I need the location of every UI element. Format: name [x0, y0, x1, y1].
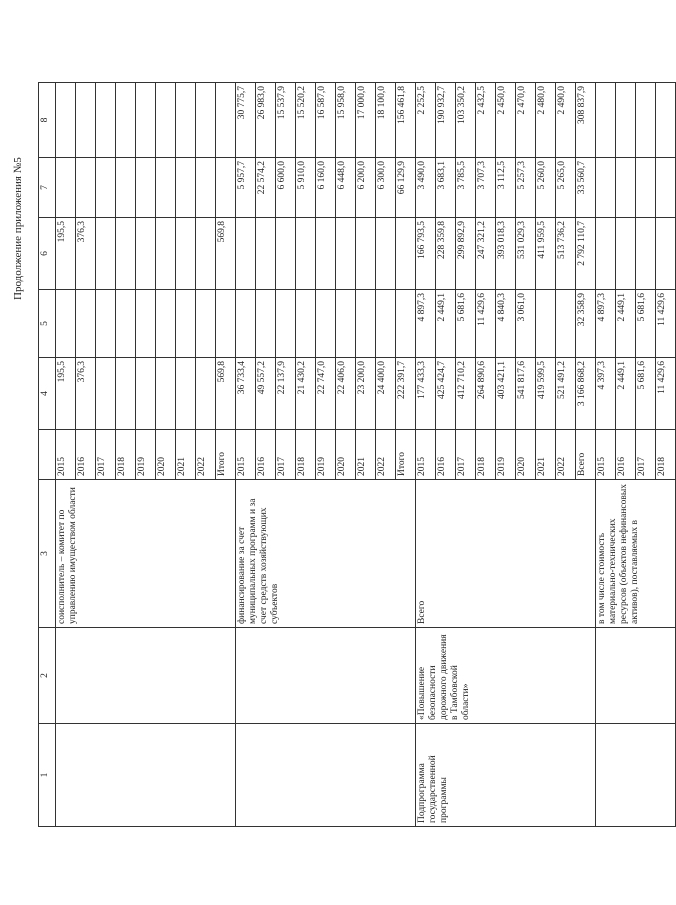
value-cell: 521 491,2	[556, 358, 576, 430]
year-cell: 2021	[536, 430, 556, 480]
value-cell: 3 166 868,2	[576, 358, 596, 430]
value-cell: 177 433,3	[416, 358, 436, 430]
column-number: 2	[39, 628, 56, 724]
value-cell: 2 470,0	[516, 83, 536, 158]
value-cell: 5 265,0	[556, 158, 576, 218]
value-cell: 3 112,5	[496, 158, 516, 218]
column-number: 1	[39, 724, 56, 827]
value-cell	[156, 358, 176, 430]
year-cell: 2015	[56, 430, 76, 480]
value-cell: 16 587,0	[316, 83, 336, 158]
value-cell: 166 793,5	[416, 218, 436, 290]
year-cell: 2016	[436, 430, 456, 480]
value-cell	[336, 290, 356, 358]
year-cell: 2017	[636, 430, 656, 480]
value-cell: 264 890,6	[476, 358, 496, 430]
value-cell	[136, 158, 156, 218]
value-cell	[636, 218, 656, 290]
value-cell: 2 449,1	[616, 290, 636, 358]
value-cell	[356, 218, 376, 290]
program-cell: Подпрограмма государственной программы	[416, 724, 596, 827]
value-cell: 3 061,0	[516, 290, 536, 358]
value-cell: 2 480,0	[536, 83, 556, 158]
value-cell: 21 430,2	[296, 358, 316, 430]
value-cell	[656, 218, 676, 290]
value-cell	[296, 290, 316, 358]
year-cell: 2016	[256, 430, 276, 480]
value-cell: 2 450,0	[496, 83, 516, 158]
value-cell: 228 359,8	[436, 218, 456, 290]
value-cell	[176, 158, 196, 218]
value-cell	[536, 290, 556, 358]
value-cell	[196, 158, 216, 218]
value-cell	[616, 83, 636, 158]
value-cell: 5 681,6	[636, 358, 656, 430]
value-cell	[136, 290, 156, 358]
year-cell: 2015	[596, 430, 616, 480]
value-cell	[76, 83, 96, 158]
value-cell	[396, 290, 416, 358]
value-cell	[316, 218, 336, 290]
value-cell: 11 429,6	[476, 290, 496, 358]
year-cell: 2016	[616, 430, 636, 480]
value-cell	[296, 218, 316, 290]
value-cell	[556, 290, 576, 358]
value-cell: 36 733,4	[236, 358, 256, 430]
value-cell	[176, 83, 196, 158]
value-cell	[56, 290, 76, 358]
value-cell	[176, 218, 196, 290]
value-cell	[216, 83, 236, 158]
value-cell: 3 785,5	[456, 158, 476, 218]
value-cell	[116, 290, 136, 358]
value-cell	[596, 158, 616, 218]
year-cell: 2019	[136, 430, 156, 480]
value-cell: 412 710,2	[456, 358, 476, 430]
value-cell: 66 129,9	[396, 158, 416, 218]
value-cell: 17 000,0	[356, 83, 376, 158]
funding-source-cell: Всего	[416, 480, 596, 628]
year-cell: Итого	[396, 430, 416, 480]
value-cell: 4 397,3	[596, 358, 616, 430]
value-cell	[136, 358, 156, 430]
value-cell: 3 490,0	[416, 158, 436, 218]
value-cell	[96, 290, 116, 358]
year-cell: 2018	[656, 430, 676, 480]
value-cell: 6 448,0	[336, 158, 356, 218]
value-cell	[76, 290, 96, 358]
value-cell	[176, 358, 196, 430]
subprogram-name-cell	[596, 628, 676, 724]
program-cell	[596, 724, 676, 827]
value-cell	[156, 218, 176, 290]
value-cell	[196, 218, 216, 290]
subprogram-name-cell	[236, 628, 416, 724]
funding-source-cell: финансирование за счет муниципальных программ и за счет средств хозяйствующих субъектов	[236, 480, 416, 628]
value-cell: 22 574,2	[256, 158, 276, 218]
value-cell: 22 137,9	[276, 358, 296, 430]
value-cell: 5 681,6	[456, 290, 476, 358]
value-cell	[376, 290, 396, 358]
value-cell: 5 957,7	[236, 158, 256, 218]
value-cell	[236, 218, 256, 290]
subprogram-name-cell	[56, 628, 236, 724]
subprogram-name-cell: «Повышение безопасности дорожного движения в Тамбовской области»	[416, 628, 596, 724]
value-cell: 419 599,5	[536, 358, 556, 430]
year-cell: 2022	[376, 430, 396, 480]
value-cell	[96, 83, 116, 158]
value-cell: 403 421,1	[496, 358, 516, 430]
value-cell	[336, 218, 356, 290]
value-cell: 4 897,3	[416, 290, 436, 358]
column-number: 5	[39, 290, 56, 358]
value-cell	[596, 218, 616, 290]
value-cell	[96, 158, 116, 218]
value-cell: 4 840,3	[496, 290, 516, 358]
value-cell: 33 560,7	[576, 158, 596, 218]
value-cell: 4 897,3	[596, 290, 616, 358]
value-cell	[376, 218, 396, 290]
budget-table	[38, 82, 676, 827]
value-cell	[176, 290, 196, 358]
value-cell	[656, 158, 676, 218]
value-cell: 103 350,2	[456, 83, 476, 158]
column-number-row	[39, 83, 56, 827]
value-cell: 2 792 110,7	[576, 218, 596, 290]
value-cell: 2 252,5	[416, 83, 436, 158]
year-cell: 2019	[496, 430, 516, 480]
value-cell: 569,8	[216, 358, 236, 430]
value-cell	[236, 290, 256, 358]
value-cell: 11 429,6	[656, 290, 676, 358]
value-cell: 5 260,0	[536, 158, 556, 218]
year-cell: 2022	[556, 430, 576, 480]
column-number: 7	[39, 158, 56, 218]
value-cell	[396, 218, 416, 290]
value-cell: 195,5	[56, 218, 76, 290]
value-cell: 23 200,0	[356, 358, 376, 430]
value-cell: 569,8	[216, 218, 236, 290]
value-cell	[156, 83, 176, 158]
column-number: 6	[39, 218, 56, 290]
year-cell: 2022	[196, 430, 216, 480]
value-cell	[156, 158, 176, 218]
value-cell: 3 707,3	[476, 158, 496, 218]
value-cell: 22 406,0	[336, 358, 356, 430]
column-number: 4	[39, 358, 56, 430]
value-cell	[256, 290, 276, 358]
value-cell	[56, 158, 76, 218]
value-cell: 6 600,0	[276, 158, 296, 218]
table-row	[56, 83, 76, 827]
value-cell	[76, 158, 96, 218]
funding-source-cell: в том числе стоимость материально-технических ресурсов (объектов нефинансовых активов), поставляемых в	[596, 480, 676, 628]
year-cell: 2020	[516, 430, 536, 480]
value-cell: 5 681,6	[636, 290, 656, 358]
value-cell: 376,3	[76, 358, 96, 430]
table-row	[236, 83, 256, 827]
value-cell: 15 520,2	[296, 83, 316, 158]
program-cell	[56, 724, 236, 827]
table-row	[416, 83, 436, 827]
value-cell	[56, 83, 76, 158]
value-cell	[256, 218, 276, 290]
value-cell: 11 429,6	[656, 358, 676, 430]
value-cell: 49 557,2	[256, 358, 276, 430]
value-cell	[96, 358, 116, 430]
value-cell	[216, 158, 236, 218]
value-cell: 308 837,9	[576, 83, 596, 158]
value-cell	[116, 218, 136, 290]
program-cell	[236, 724, 416, 827]
value-cell	[116, 83, 136, 158]
value-cell	[316, 290, 336, 358]
value-cell	[156, 290, 176, 358]
value-cell: 513 736,2	[556, 218, 576, 290]
column-number: 3	[39, 480, 56, 628]
value-cell: 2 449,1	[616, 358, 636, 430]
year-cell: 2018	[116, 430, 136, 480]
value-cell: 15 958,0	[336, 83, 356, 158]
value-cell: 6 160,0	[316, 158, 336, 218]
value-cell: 2 432,5	[476, 83, 496, 158]
value-cell	[616, 158, 636, 218]
value-cell: 2 449,1	[436, 290, 456, 358]
value-cell: 24 400,0	[376, 358, 396, 430]
value-cell: 5 910,0	[296, 158, 316, 218]
year-cell: 2016	[76, 430, 96, 480]
value-cell: 32 358,9	[576, 290, 596, 358]
value-cell: 376,3	[76, 218, 96, 290]
value-cell: 6 300,0	[376, 158, 396, 218]
value-cell	[196, 290, 216, 358]
value-cell	[136, 218, 156, 290]
value-cell: 247 321,2	[476, 218, 496, 290]
year-cell: 2021	[356, 430, 376, 480]
year-cell: 2020	[336, 430, 356, 480]
value-cell: 15 537,9	[276, 83, 296, 158]
value-cell	[276, 290, 296, 358]
value-cell: 425 424,7	[436, 358, 456, 430]
year-cell: Всего	[576, 430, 596, 480]
table-row	[596, 83, 616, 827]
value-cell	[276, 218, 296, 290]
value-cell	[96, 218, 116, 290]
value-cell: 5 257,3	[516, 158, 536, 218]
year-cell: 2019	[316, 430, 336, 480]
value-cell	[636, 83, 656, 158]
value-cell: 195,5	[56, 358, 76, 430]
value-cell: 299 892,9	[456, 218, 476, 290]
value-cell	[656, 83, 676, 158]
value-cell	[616, 218, 636, 290]
column-number	[39, 430, 56, 480]
value-cell: 3 683,1	[436, 158, 456, 218]
value-cell	[216, 290, 236, 358]
year-cell: 2018	[476, 430, 496, 480]
year-cell: Итого	[216, 430, 236, 480]
value-cell: 541 817,6	[516, 358, 536, 430]
value-cell: 22 747,0	[316, 358, 336, 430]
year-cell: 2017	[96, 430, 116, 480]
year-cell: 2018	[296, 430, 316, 480]
year-cell: 2017	[456, 430, 476, 480]
value-cell	[196, 358, 216, 430]
value-cell	[596, 83, 616, 158]
value-cell: 18 100,0	[376, 83, 396, 158]
value-cell	[116, 358, 136, 430]
year-cell: 2020	[156, 430, 176, 480]
funding-source-cell: соисполнитель – комитет по управлению имуществом области	[56, 480, 236, 628]
value-cell: 2 490,0	[556, 83, 576, 158]
value-cell: 411 959,5	[536, 218, 556, 290]
value-cell: 190 932,7	[436, 83, 456, 158]
year-cell: 2015	[416, 430, 436, 480]
year-cell: 2017	[276, 430, 296, 480]
column-number: 8	[39, 83, 56, 158]
value-cell: 531 029,3	[516, 218, 536, 290]
appendix-heading: Продолжение приложения №5	[12, 157, 24, 300]
value-cell: 156 461,8	[396, 83, 416, 158]
year-cell: 2015	[236, 430, 256, 480]
value-cell	[196, 83, 216, 158]
value-cell	[116, 158, 136, 218]
value-cell: 26 983,0	[256, 83, 276, 158]
value-cell: 222 391,7	[396, 358, 416, 430]
value-cell: 393 018,3	[496, 218, 516, 290]
value-cell	[356, 290, 376, 358]
value-cell	[136, 83, 156, 158]
value-cell: 6 200,0	[356, 158, 376, 218]
year-cell: 2021	[176, 430, 196, 480]
value-cell: 30 775,7	[236, 83, 256, 158]
value-cell	[636, 158, 656, 218]
